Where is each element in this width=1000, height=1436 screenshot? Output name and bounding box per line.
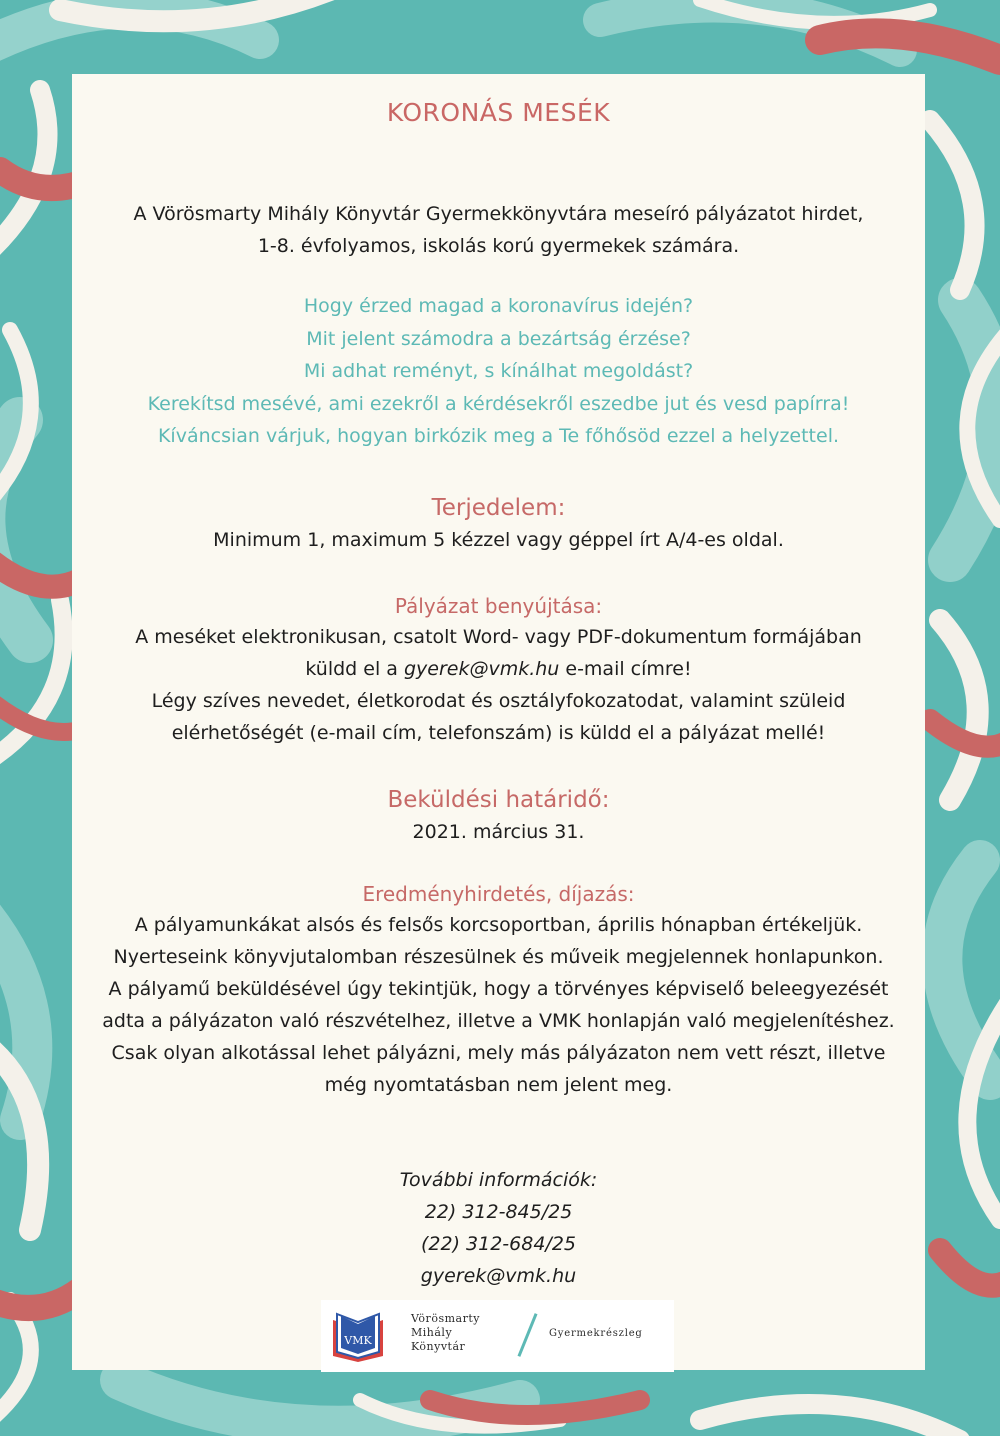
contact-heading: További információk:	[399, 1169, 598, 1191]
question-line: Mit jelent számodra a bezártság érzése?	[306, 327, 691, 350]
intro-line: A Vörösmarty Mihály Könyvtár Gyermekkönyvtára meseíró pályázatot hirdet,	[133, 203, 864, 225]
library-name	[411, 1312, 531, 1354]
terjedelem-text: Minimum 1, maximum 5 kézzel vagy géppel írt A/4-es oldal.	[213, 529, 784, 551]
eredmeny-line: adta a pályázaton való részvételhez, illetve a VMK honlapján való megjelenítéshez.	[102, 1010, 895, 1032]
question-line: Hogy érzed magad a koronavírus idején?	[303, 295, 694, 317]
benyujtas-line	[72, 653, 925, 685]
open-book-icon	[329, 1308, 387, 1362]
library-name-line: Vörösmarty	[411, 1312, 480, 1325]
intro-line: 1-8. évfolyamos, iskolás korú gyermekek számára.	[257, 235, 740, 257]
benyujtas-heading: Pályázat benyújtása:	[394, 594, 603, 618]
library-name-line: Mihály	[411, 1326, 453, 1339]
eredmeny-line: még nyomtatásban nem jelent meg.	[324, 1074, 673, 1096]
library-logo	[321, 1300, 674, 1372]
question-line: Kerekítsd mesévé, ami ezekről a kérdésekről eszedbe jut és vesd papírra!	[147, 392, 850, 415]
eredmeny-line: Nyerteseink könyvjutalomban részesülnek és műveik megjelennek honlapunkon.	[113, 946, 884, 968]
benyujtas-suffix: e-mail címre!	[559, 658, 692, 680]
benyujtas-section	[72, 591, 925, 749]
library-name-line: Könyvtár	[411, 1340, 466, 1353]
contact-email[interactable]: gyerek@vmk.hu	[420, 1265, 577, 1287]
logo-monogram: VMK	[344, 1334, 372, 1347]
benyujtas-line: A meséket elektronikusan, csatolt Word- vagy PDF-dokumentum formájában	[135, 626, 862, 648]
contact-phone[interactable]: (22) 312-684/25	[420, 1233, 576, 1255]
contact-section	[72, 1164, 925, 1292]
terjedelem-heading: Terjedelem:	[431, 495, 566, 521]
question-line: Kíváncsian várjuk, hogyan birkózik meg a Te főhősöd ezzel a helyzettel.	[157, 425, 840, 447]
eredmeny-line: A pályamű beküldésével úgy tekintjük, hogy a törvényes képviselő beleegyezését	[108, 978, 889, 1000]
benyujtas-line: elérhetőségét (e-mail cím, telefonszám) is küldd el a pályázat mellé!	[171, 722, 826, 744]
eredmeny-section	[72, 879, 925, 1101]
contact-phone[interactable]: 22) 312-845/25	[424, 1201, 573, 1223]
email-link[interactable]: gyerek@vmk.hu	[403, 658, 560, 680]
page-title: KORONÁS MESÉK	[386, 98, 611, 127]
question-line: Mi adhat reményt, s kínálhat megoldást?	[303, 360, 694, 382]
intro-section	[72, 198, 925, 262]
benyujtas-prefix: küldd el a	[305, 658, 404, 680]
department-name: Gyermekrészleg	[549, 1328, 643, 1339]
hatarido-heading: Beküldési határidő:	[387, 787, 610, 813]
announcement-card	[72, 74, 925, 1370]
hatarido-section	[72, 784, 925, 848]
questions-section	[72, 290, 925, 453]
benyujtas-line: Légy szíves nevedet, életkorodat és osztályfokozatodat, valamint szüleid	[151, 690, 846, 712]
eredmeny-line: Csak olyan alkotással lehet pályázni, mely más pályázaton nem vett részt, illetve	[111, 1042, 886, 1064]
eredmeny-heading: Eredményhirdetés, díjazás:	[362, 882, 635, 906]
eredmeny-line: A pályamunkákat alsós és felsős korcsoportban, április hónapban értékeljük.	[134, 914, 863, 936]
terjedelem-section	[72, 492, 925, 556]
hatarido-date: 2021. március 31.	[412, 821, 585, 843]
